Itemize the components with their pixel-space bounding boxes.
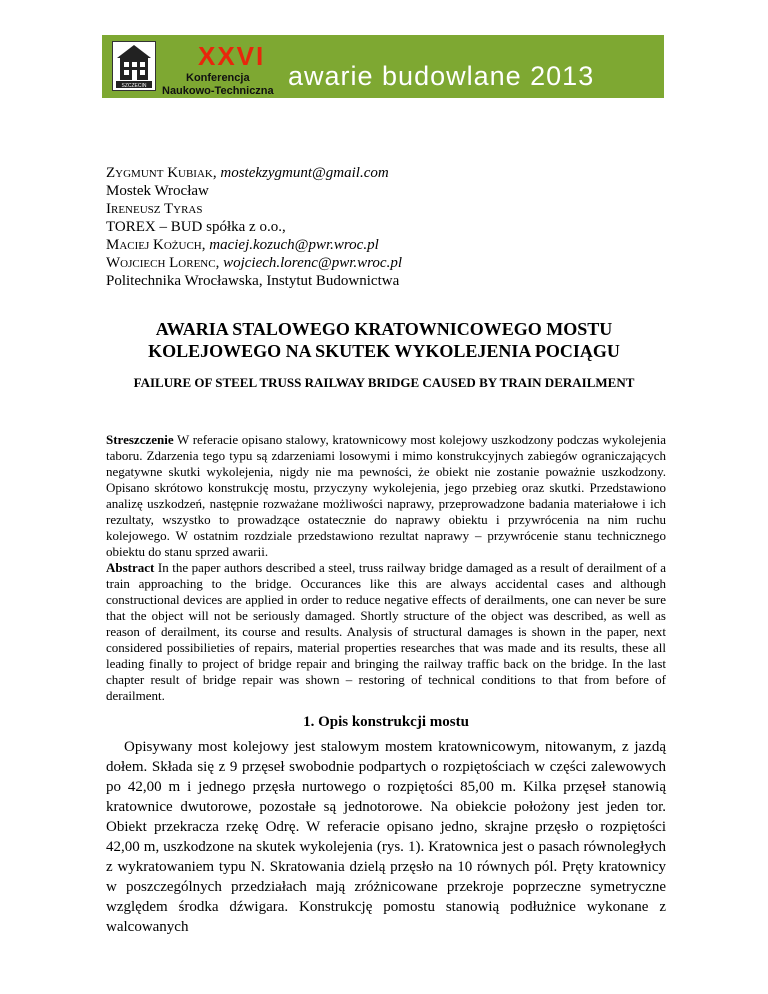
author-name: Ireneusz Tyras	[106, 201, 203, 217]
abstract-en-text: In the paper authors described a steel, truss railway bridge damaged as a result of derailment of a train approaching to the bridge. Occurances like this are always accidental cases and although constructional devices are applied in order to reduce negative effects of derailments, one can never be sure that the object will not be seriously damaged. Shortly structure of the object was described, as well as reason of derailment, its course and results. Analysis of structural damages is shown in the paper, next considered possibilieties of repairs, material properties researches that was made and its results, these all leading finally to project of bridge repair and bringing the railway traffic back on the bridge. In the last chapter result of bridge repair was shown – restoring of technical conditions to that from before of derailment.	[106, 560, 667, 703]
author-affiliation: Politechnika Wrocławska, Instytut Budownictwa	[106, 273, 400, 289]
author-line	[106, 200, 666, 218]
section-heading: 1. Opis konstrukcji mostu	[303, 714, 469, 730]
author-line: Maciej Kożuch, maciej.kozuch@pwr.wroc.pl	[106, 237, 379, 253]
abstract-pl	[106, 432, 666, 560]
conference-label-2: Naukowo-Techniczna	[162, 85, 274, 97]
abstract-pl-text: W referacie opisano stalowy, kratownicowy most kolejowy uszkodzony podczas wykolejenia taboru. Zdarzenia tego typu są zdarzeniami losowymi i mimo konstrukcyjnych zabiegów ograniczających negatywne skutki wykolejenia, nigdy nie ma pewności, że obiekt nie zostanie poważnie uszkodzony. Opisano skrótowo konstrukcję mostu, przyczyny wykolejenia, jego przebieg oraz skutki. Przedstawiono analizę uszkodzeń, następnie rozważane możliwości naprawy, przeprowadzone badania materiałowe i ich rezultaty, wszystko to prowadzące ostatecznie do naprawy obiektu i przywrócenia na nim ruchu kolejowego. W ostatnim rozdziale przedstawiono rezultat naprawy – przywrócenie stanu technicznego obiektu do stanu sprzed awarii.	[106, 432, 667, 559]
author-line: Zygmunt Kubiak, mostekzygmunt@gmail.com	[106, 165, 389, 181]
conference-title: awarie budowlane 2013	[288, 61, 595, 91]
conference-banner	[102, 35, 664, 98]
author-affiliation: Mostek Wrocław	[106, 183, 209, 199]
abstract-pl-label: Streszczenie	[106, 432, 174, 447]
abstract-en	[106, 560, 666, 704]
author-block	[106, 164, 666, 290]
conference-label-1: Konferencja	[186, 72, 250, 84]
building-logo-icon	[112, 41, 156, 91]
author-name: Zygmunt Kubiak	[106, 165, 213, 181]
section-body: Opisywany most kolejowy jest stalowym mostem kratownicowym, nitowanym, z jazdą dołem. Składa się z 9 przęseł swobodnie podpartych o rozpiętościach w części zalewowych po 42,00 m i jednego przęsła nurtowego o rozpiętości 85,00 m. Kilka przęseł stanowią kratownice dwutorowe, pozostałe są jednotorowe. Na obiekcie położony jest jeden tor. Obiekt przekracza rzekę Odrę. W referacie opisano jedno, skrajne przęsło o rozpiętości 42,00 m, uszkodzone na skutek wykolejenia (rys. 1). Kratownica jest o pasach równoległych z wykratowaniem typu N. Skratowania dzielą przęsło na 10 równych pól. Pręty kratownicy w poszczególnych przedziałach mają zróżnicowane przekroje poprzeczne symetryczne względem środka dźwigara. Konstrukcję pomostu stanowią podłużnice wykonane z walcowanych	[106, 739, 666, 935]
author-email[interactable]: mostekzygmunt@gmail.com	[220, 165, 389, 181]
author-affiliation: TOREX – BUD spółka z o.o.,	[106, 219, 286, 235]
author-email[interactable]: wojciech.lorenc@pwr.wroc.pl	[223, 255, 402, 271]
paper-title-en: FAILURE OF STEEL TRUSS RAILWAY BRIDGE CAUSED BY TRAIN DERAILMENT	[133, 375, 635, 390]
conference-number: XXVI	[198, 41, 266, 71]
author-line: Wojciech Lorenc, wojciech.lorenc@pwr.wroc.pl	[106, 255, 402, 271]
paper-title-pl: AWARIA STALOWEGO KRATOWNICOWEGO MOSTU KOLEJOWEGO NA SKUTEK WYKOLEJENIA POCIĄGU	[148, 319, 620, 361]
logo-caption: SZCZECIN	[121, 83, 147, 89]
abstract-en-label: Abstract	[106, 560, 155, 575]
author-email[interactable]: maciej.kozuch@pwr.wroc.pl	[209, 237, 379, 253]
author-name: Wojciech Lorenc	[106, 255, 216, 271]
author-name: Maciej Kożuch	[106, 237, 202, 253]
